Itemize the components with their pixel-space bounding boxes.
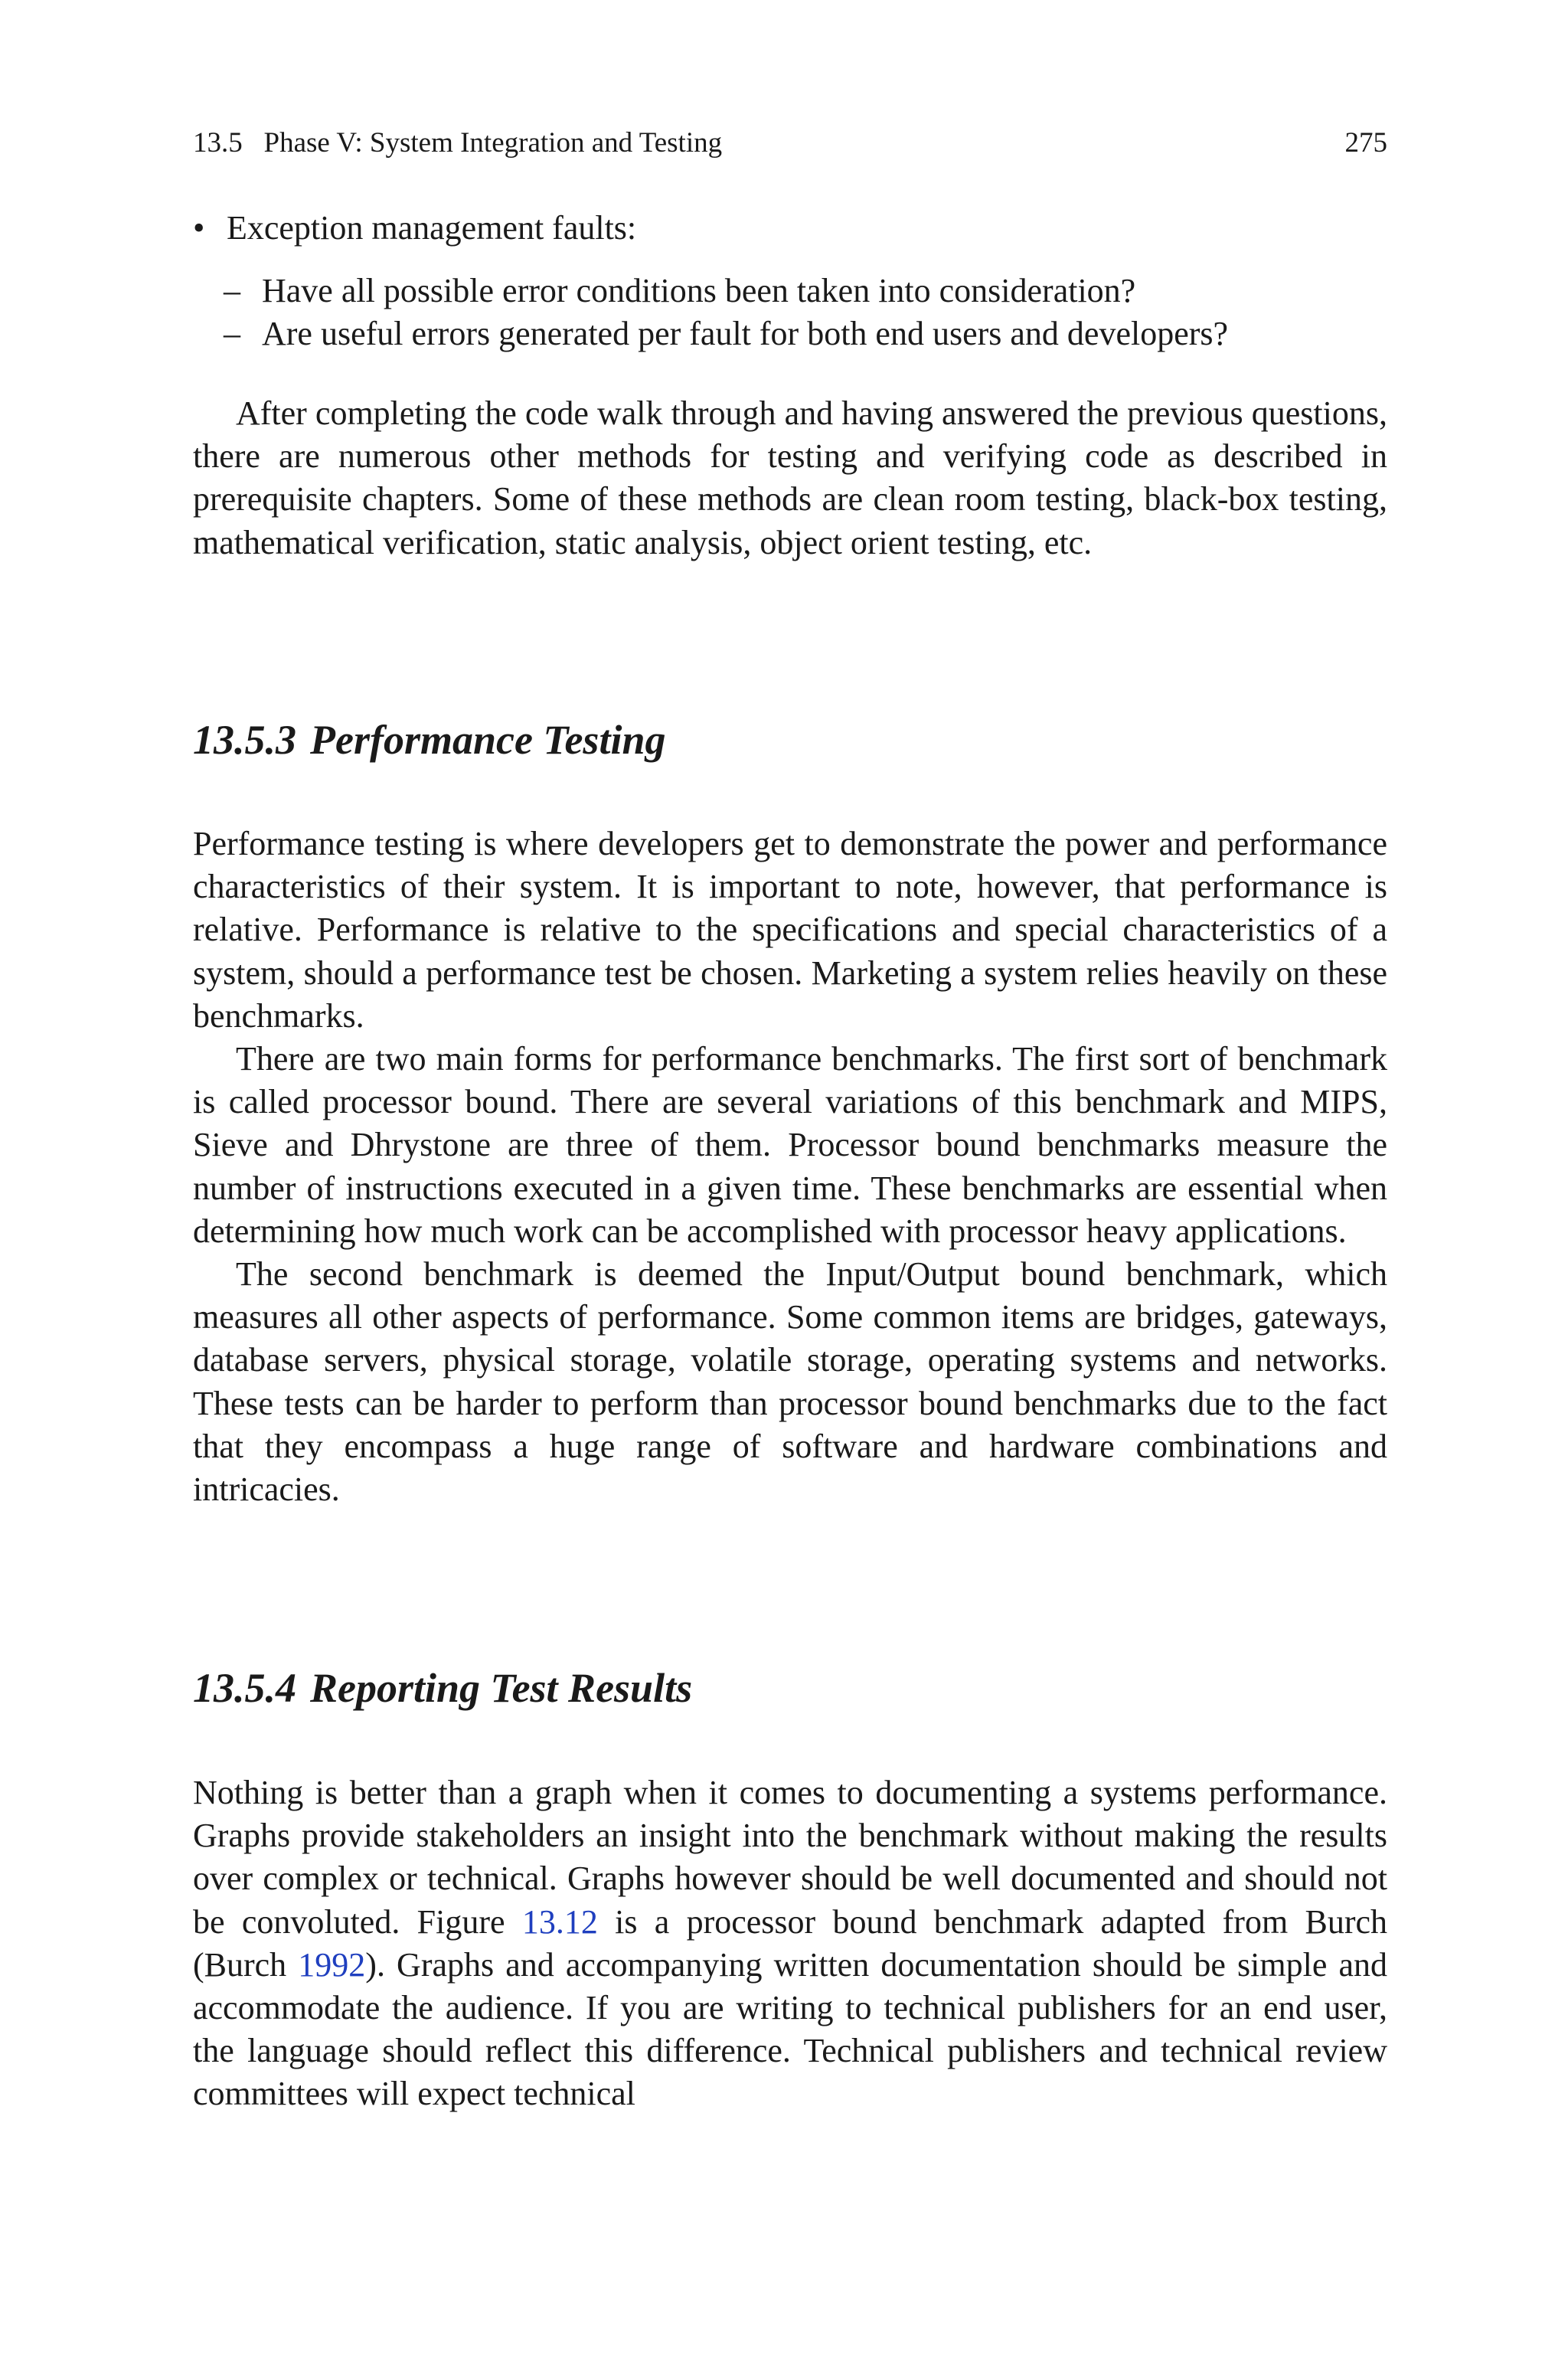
section-number: 13.5.4: [193, 1665, 296, 1711]
section-title: Reporting Test Results: [310, 1665, 693, 1711]
running-head-title: Phase V: System Integration and Testing: [263, 127, 723, 159]
sub-list-item: [193, 312, 1387, 355]
bullet-dot-icon: •: [193, 209, 205, 247]
intro-block: [193, 392, 1387, 564]
paragraph: [193, 1771, 1387, 2116]
figure-link[interactable]: 13.12: [521, 1902, 598, 1941]
citation-link[interactable]: 1992: [298, 1945, 366, 1984]
running-head-section: 13.5: [193, 127, 243, 159]
section-heading-performance-testing: [193, 715, 665, 764]
paragraph-text: Nothing is better than a graph when it comes to documenting a systems performance. Graphs provide stakeholders an insight into the benchmark without making the results over complex or technical. Graphs however should be well documented and should not be convoluted. Figure: [193, 1774, 1387, 1941]
sub-item-text: Have all possible error conditions been taken into consideration?: [262, 272, 1136, 309]
paragraph: Performance testing is where developers get to demonstrate the power and performance characteristics of their system. It is important to note, however, that performance is relative. Performance is relative to the specifications and special characteristics of a system, should a performance test be chosen. Marketing a system relies heavily on these benchmarks.: [193, 825, 1387, 1035]
intro-paragraph: After completing the code walk through and having answered the previous questions, there are numerous other methods for testing and verifying code as described in prerequisite chapters. Some of these methods are clean room testing, black-box testing, mathematical verification, static analysis, object orient testing, etc.: [193, 394, 1387, 561]
page-number: 275: [1344, 127, 1387, 159]
paragraph: There are two main forms for performance benchmarks. The first sort of benchmark is called processor bound. There are several variations of this benchmark and MIPS, Sieve and Dhrystone are three of them. Processor bound benchmarks measure the number of instructions executed in a given time. These benchmarks are essential when determining how much work can be accomplished with processor heavy applications.: [193, 1040, 1387, 1250]
sub-item-text: Are useful errors generated per fault for both end users and developers?: [262, 315, 1229, 352]
running-head-left: [193, 126, 722, 160]
paragraph-text: ). Graphs and accompanying written documentation should be simple and accommodate the audience. If you are writing to technical publishers for an end user, the language should reflect this difference. Technical publishers and technical review committees will expect technical: [193, 1945, 1387, 2113]
reporting-body: [193, 1771, 1387, 2116]
dash-icon: –: [224, 272, 240, 309]
performance-testing-body: [193, 823, 1387, 1511]
section-heading-reporting-test-results: [193, 1663, 692, 1712]
bullet-label: Exception management faults:: [227, 209, 637, 247]
bullet-list: [193, 207, 1387, 355]
sub-list-item: [193, 270, 1387, 312]
paragraph: The second benchmark is deemed the Input/Output bound benchmark, which measures all other aspects of performance. Some common items are bridges, gateways, database servers, physical storage, volatile storage, operating systems and networks. These tests can be harder to perform than processor bound benchmarks due to the fact that they encompass a huge range of software and hardware combinations and intricacies.: [193, 1255, 1387, 1509]
sub-list: [193, 270, 1387, 355]
paragraph-text: is a processor bound benchmark adapted from Burch (Burch: [193, 1902, 1387, 1984]
section-number: 13.5.3: [193, 717, 296, 763]
section-title: Performance Testing: [310, 717, 666, 763]
dash-icon: –: [224, 315, 240, 352]
bullet-item: [193, 207, 1387, 250]
running-head: [193, 126, 1387, 160]
